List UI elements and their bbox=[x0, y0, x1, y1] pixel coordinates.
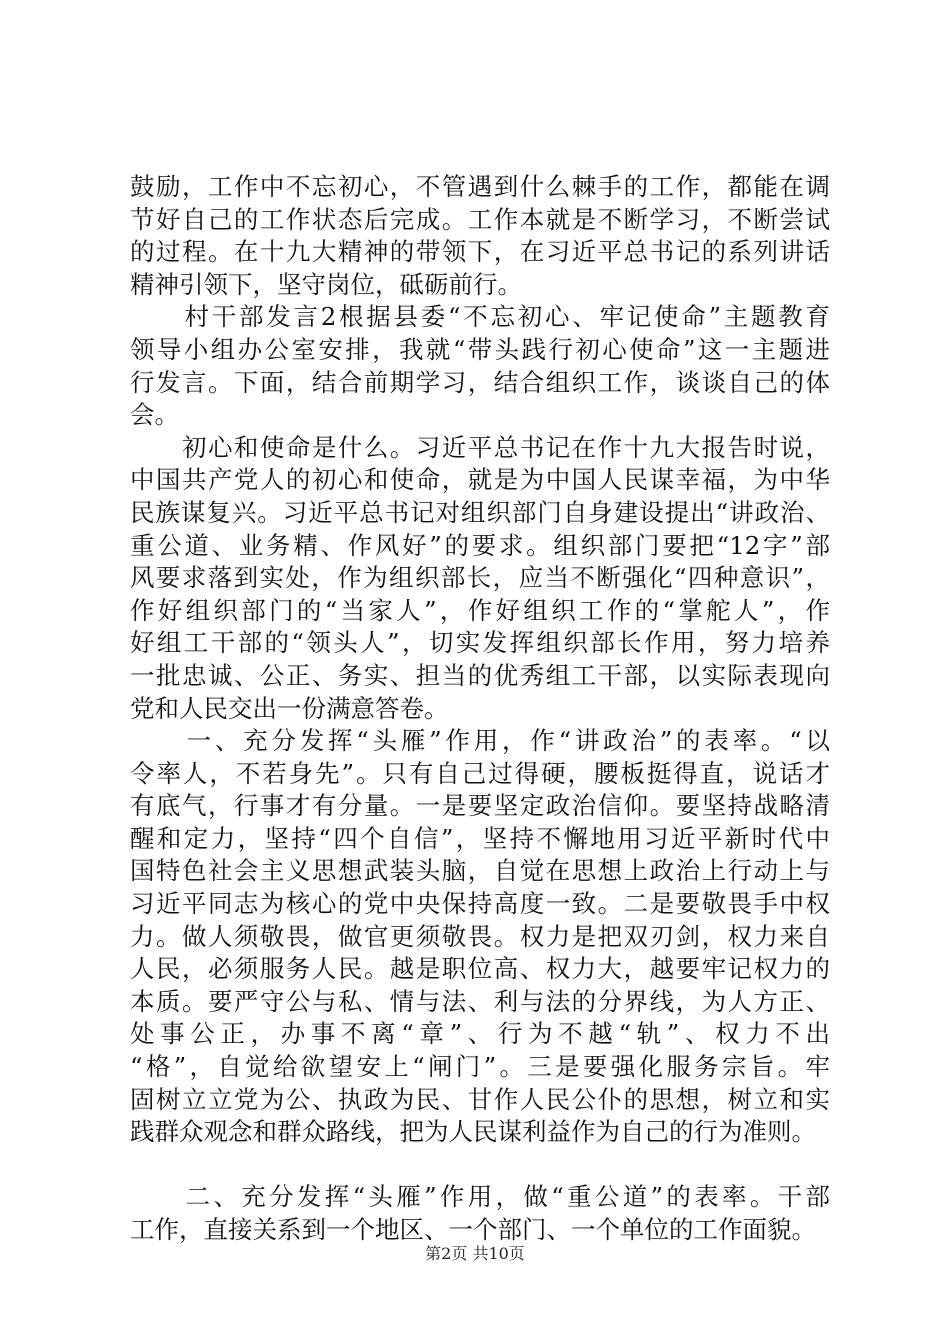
text-line: 醒和定力，坚持“四个自信”，坚持不懈地用习近平新时代中 bbox=[130, 823, 830, 853]
text-line: 风要求落到实处，作为组织部长，应当不断强化“四种意识”， bbox=[130, 563, 830, 593]
text-line: 行发言。下面，结合前期学习，结合组织工作，谈谈自己的体 bbox=[130, 367, 830, 397]
blank-line bbox=[130, 1149, 830, 1182]
text-line: 践群众观念和群众路线，把为人民谋利益作为自己的行为准则。 bbox=[130, 1117, 816, 1147]
text-line: 一批忠诚、公正、务实、担当的优秀组工干部，以实际表现向 bbox=[130, 660, 830, 690]
text-line: 鼓励，工作中不忘初心，不管遇到什么棘手的工作，都能在调 bbox=[130, 172, 830, 201]
text-line: 党和人民交出一份满意答卷。 bbox=[130, 693, 449, 723]
body-text bbox=[130, 171, 830, 1247]
text-line: 二、充分发挥“头雁”作用，做“重公道”的表率。干部 bbox=[130, 1182, 830, 1212]
text-line: 精神引领下，坚守岗位，砥砺前行。 bbox=[130, 269, 522, 299]
text-line: 国特色社会主义思想武装头脑，自觉在思想上政治上行动上与 bbox=[130, 856, 830, 886]
text-line: 处事公正，办事不离“章”、行为不越“轨”、权力不出 bbox=[130, 1019, 830, 1049]
text-line: 作好组织部门的“当家人”，作好组织工作的“掌舵人”，作 bbox=[130, 595, 830, 625]
text-line: 有底气，行事才有分量。一是要坚定政治信仰。要坚持战略清 bbox=[130, 791, 830, 821]
text-line: 中国共产党人的初心和使命，就是为中国人民谋幸福，为中华 bbox=[130, 465, 830, 495]
text-line: 好组工干部的“领头人”，切实发挥组织部长作用，努力培养 bbox=[130, 628, 830, 658]
text-line: 令率人，不若身先”。只有自己过得硬，腰板挺得直，说话才 bbox=[130, 758, 830, 788]
text-line: 民族谋复兴。习近平总书记对组织部门自身建设提出“讲政治、 bbox=[130, 497, 830, 527]
text-line: “格”，自觉给欲望安上“闸门”。三是要强化服务宗旨。牢 bbox=[130, 1052, 830, 1082]
text-line: 工作，直接关系到一个地区、一个部门、一个单位的工作面貌。 bbox=[130, 1215, 816, 1244]
text-line: 村干部发言2根据县委“不忘初心、牢记使命”主题教育 bbox=[130, 302, 830, 332]
text-line: 人民，必须服务人民。越是职位高、权力大，越要牢记权力的 bbox=[130, 954, 830, 984]
text-line: 领导小组办公室安排，我就“带头践行初心使命”这一主题进 bbox=[130, 334, 830, 364]
text-line: 会。 bbox=[130, 400, 179, 430]
text-line: 固树立立党为公、执政为民、甘作人民公仆的思想，树立和实 bbox=[130, 1084, 830, 1114]
text-line: 初心和使命是什么。习近平总书记在作十九大报告时说， bbox=[130, 432, 830, 462]
text-line: 力。做人须敬畏，做官更须敬畏。权力是把双刃剑，权力来自 bbox=[130, 921, 830, 951]
text-line: 重公道、业务精、作风好”的要求。组织部门要把“12字”部 bbox=[130, 530, 830, 560]
text-line: 的过程。在十九大精神的带领下，在习近平总书记的系列讲话 bbox=[130, 237, 830, 267]
text-line: 本质。要严守公与私、情与法、利与法的分界线，为人方正、 bbox=[130, 986, 830, 1016]
text-line: 节好自己的工作状态后完成。工作本就是不断学习，不断尝试 bbox=[130, 204, 830, 234]
text-line: 一、充分发挥“头雁”作用，作“讲政治”的表率。“以 bbox=[130, 726, 830, 756]
text-line: 习近平同志为核心的党中央保持高度一致。二是要敬畏手中权 bbox=[130, 889, 830, 919]
page-footer: 第2页 共10页 bbox=[425, 1244, 525, 1263]
